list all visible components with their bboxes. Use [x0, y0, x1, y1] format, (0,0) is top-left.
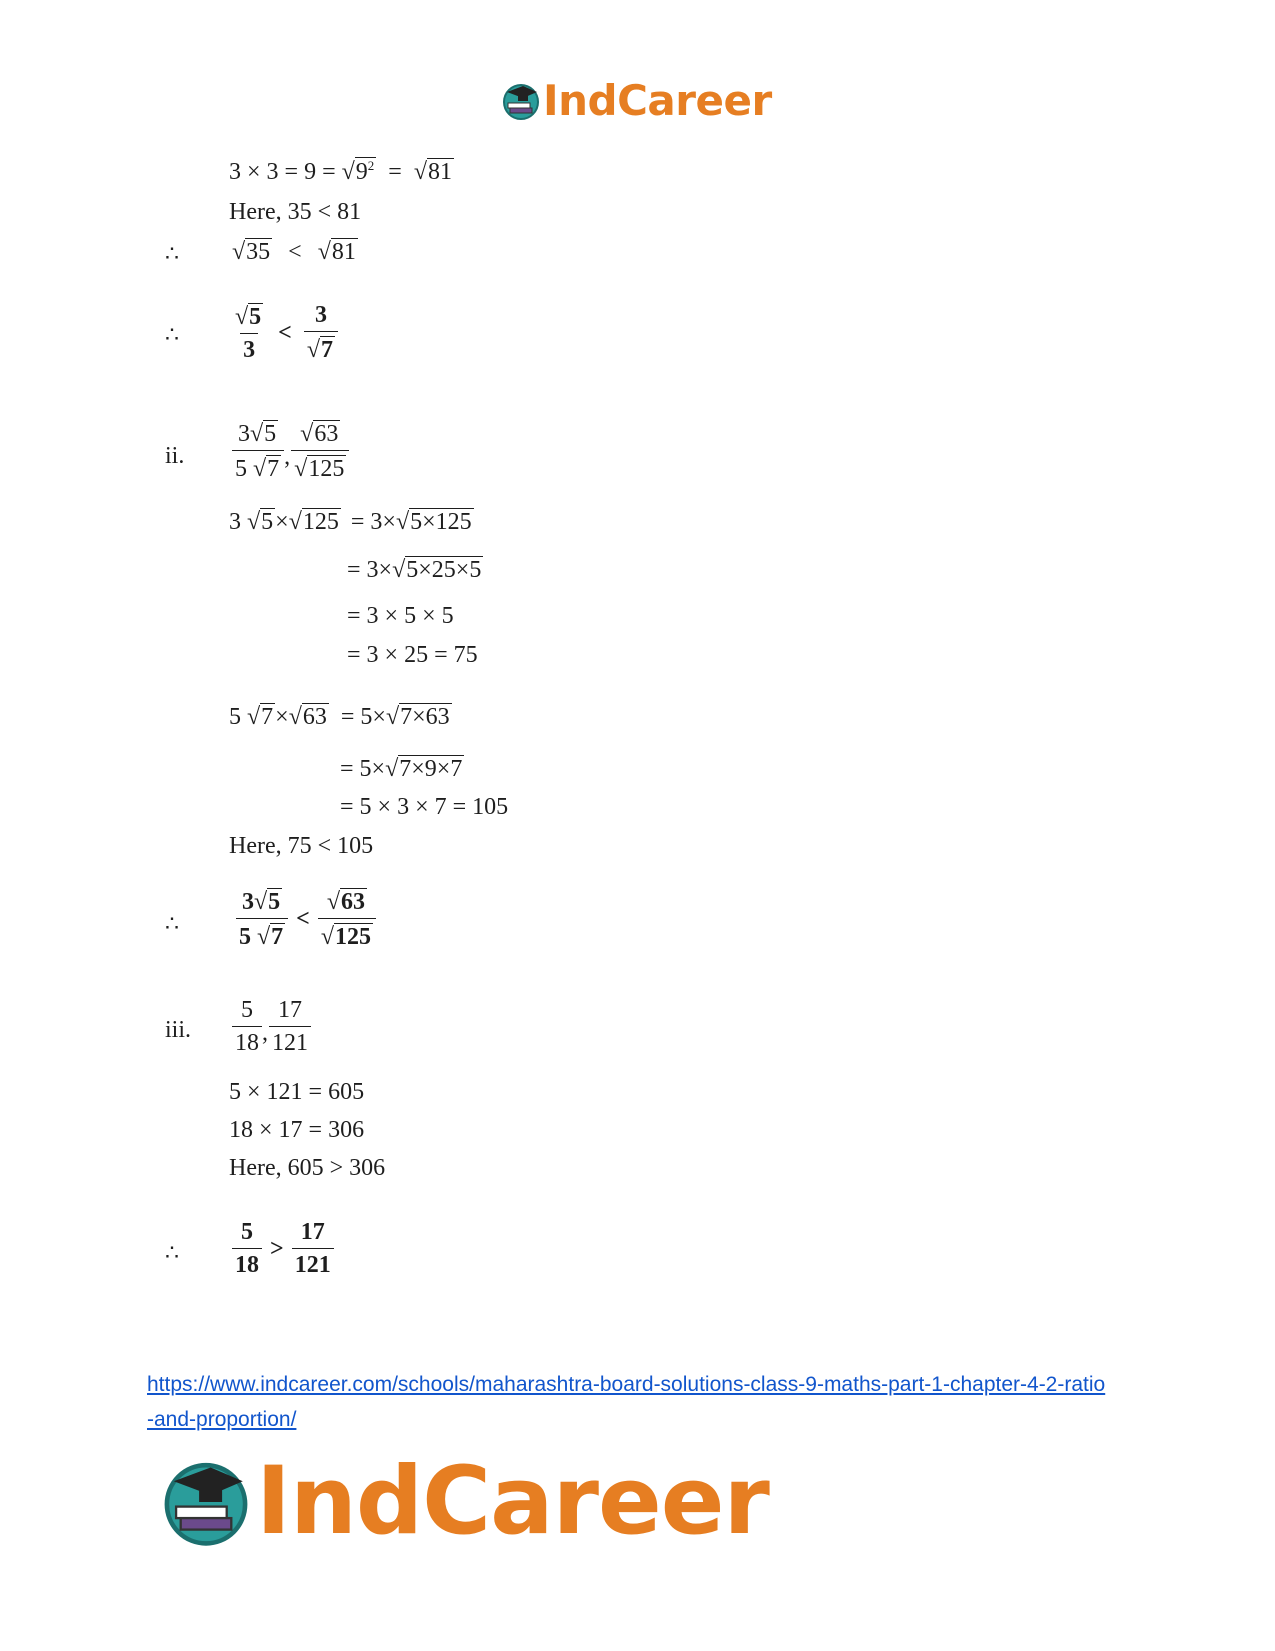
- given-iii: $\frac{5}{18}$ , $\frac{17}{121}$: [232, 998, 311, 1055]
- therefore-symbol: ∴: [165, 322, 179, 347]
- given-ii: $\frac{3√5}{5 √7}$ , $\frac{√63}{√125}$: [232, 420, 349, 481]
- step-iii-2: 18 × 17 = 306: [229, 1117, 365, 1143]
- therefore-symbol: ∴: [165, 911, 179, 936]
- footer-logo: [160, 1447, 769, 1556]
- logo-wordmark: IndCareer: [543, 76, 772, 125]
- step-ii-5: 5 √7×√63 = 5×√7×63: [229, 704, 450, 730]
- eq-line-1: $3 \times 3 = 9 = √9^2 = √81$: [229, 158, 452, 185]
- eq-line-3: √35 < √81: [232, 239, 356, 265]
- step-ii-3: = 3 × 5 × 5: [347, 603, 454, 629]
- graduation-cap-book-icon: [160, 1456, 252, 1548]
- logo-wordmark: IndCareer: [256, 1447, 769, 1556]
- here-iii: Here, 605 > 306: [229, 1155, 386, 1181]
- here-ii: Here, 75 < 105: [229, 833, 374, 859]
- therefore-symbol: ∴: [165, 241, 179, 266]
- step-ii-2: = 3×√5×25×5: [347, 557, 482, 583]
- part-label-ii: ii.: [165, 443, 185, 469]
- step-iii-1: 5 × 121 = 605: [229, 1079, 365, 1105]
- source-link[interactable]: https://www.indcareer.com/schools/maharashtra-board-solutions-class-9-maths-part-1-chapter-4-2-ratio-and-proportion/: [147, 1373, 1106, 1431]
- step-ii-7: = 5 × 3 × 7 = 105: [340, 794, 509, 820]
- therefore-symbol: ∴: [165, 1240, 179, 1265]
- conclusion-ii: $\frac{3√5}{5 √7}$ < $\frac{√63}{√125}$: [236, 888, 376, 949]
- step-ii-1: 3 √5×√125 = 3×√5×125: [229, 509, 472, 535]
- conclusion-i: $\frac{√5}{3}$ < $\frac{3}{√7}$: [232, 303, 338, 362]
- step-ii-6: = 5×√7×9×7: [340, 756, 463, 782]
- conclusion-iii: $\frac{5}{18}$ > $\frac{17}{121}$: [232, 1220, 334, 1277]
- step-ii-4: = 3 × 25 = 75: [347, 642, 478, 668]
- eq-line-2: Here, 35 < 81: [229, 199, 362, 225]
- part-label-iii: iii.: [165, 1017, 192, 1043]
- graduation-cap-book-icon: [501, 81, 541, 121]
- header-logo: [501, 76, 772, 125]
